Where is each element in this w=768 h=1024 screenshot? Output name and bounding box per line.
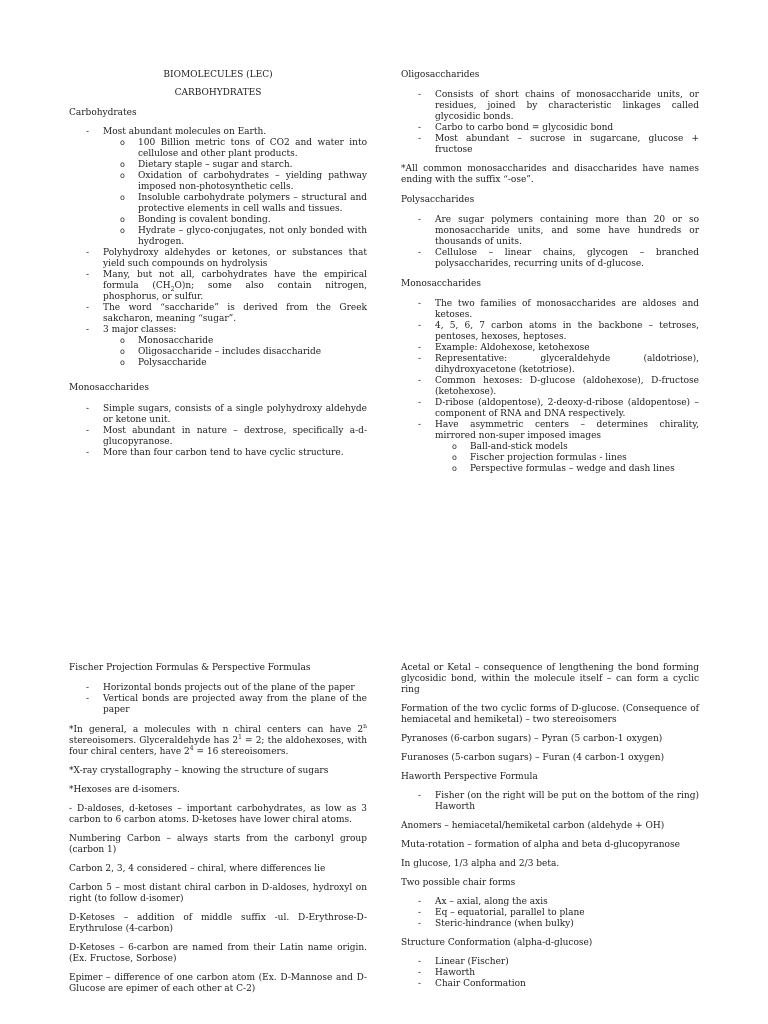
list-item: [69, 270, 367, 303]
list-item: - Linear (Fischer): [401, 957, 699, 968]
monosaccharides-list: [69, 404, 367, 459]
sub-list-item: o Dietary staple – sugar and starch.: [103, 160, 367, 171]
list-item: - The two families of monosaccharides are aldoses and ketoses.: [401, 299, 699, 321]
text-run: = 16 stereoisomers.: [193, 747, 289, 757]
list-item: - Carbo to carbo bond = glycosidic bond: [401, 123, 699, 134]
superscript: 1: [238, 734, 242, 741]
list-item: - Ax – axial, along the axis: [401, 897, 699, 908]
sub-list-item: o Hydrate – glyco-conjugates, not only bonded with hydrogen.: [103, 226, 367, 248]
section-heading-monosaccharides: Monosaccharides: [69, 383, 149, 393]
sub-list-item: o Bonding is covalent bonding.: [103, 215, 367, 226]
list-item: - Horizontal bonds projects out of the plane of the paper: [69, 683, 367, 694]
page1-right-column: [401, 70, 699, 475]
list-item-text: Have asymmetric centers – determines chirality, mirrored non-super imposed images: [435, 420, 699, 441]
oligosaccharides-list: [401, 90, 699, 156]
superscript: 4: [189, 745, 194, 752]
list-item: - Vertical bonds are projected away from the plane of the paper: [69, 694, 367, 716]
sub-list: [103, 138, 367, 248]
paragraph: In glucose, 1/3 alpha and 2/3 beta.: [401, 859, 560, 869]
paragraph: Structure Conformation (alpha-d-glucose): [401, 938, 593, 948]
formula-text: Many, but not all, carbohydrates have the empirical formula (CH: [103, 270, 367, 291]
text-run: *In general, a molecules with n chiral centers can have 2: [69, 725, 364, 735]
section-heading-carbohydrates: Carbohydrates: [69, 108, 137, 118]
sub-list-item: o Polysaccharide: [103, 358, 367, 369]
list-item: - The word “saccharide” is derived from the Greek sakcharon, meaning “sugar”.: [69, 303, 367, 325]
paragraph: *X-ray crystallography – knowing the structure of sugars: [69, 766, 329, 776]
carbohydrates-list: [69, 127, 367, 369]
list-item-text: 3 major classes:: [103, 325, 177, 335]
list-item: - Consists of short chains of monosaccharide units, or residues, joined by characteristic linkages called glycosidic bonds.: [401, 90, 699, 123]
sub-list-item: o Oxidation of carbohydrates – yielding pathway imposed non-photosynthetic cells.: [103, 171, 367, 193]
sub-list-item: o 100 Billion metric tons of CO2 and water into cellulose and other plant products.: [103, 138, 367, 160]
list-item: - Fisher (on the right will be put on the bottom of the ring) Haworth: [401, 791, 699, 813]
section-heading-fischer: Fischer Projection Formulas & Perspective Formulas: [69, 663, 311, 673]
paragraph: - D-aldoses, d-ketoses – important carbohydrates, as low as 3 carbon to 6 carbon atoms. D-ketoses have lower chiral atoms.: [69, 804, 367, 825]
sub-list-item: o Monosaccharide: [103, 336, 367, 347]
list-item-text: Most abundant molecules on Earth.: [103, 127, 267, 137]
paragraph: Pyranoses (6-carbon sugars) – Pyran (5 carbon-1 oxygen): [401, 734, 663, 744]
list-item: - Example: Aldohexose, ketohexose: [401, 343, 699, 354]
haworth-list: [401, 791, 699, 813]
paragraph: Anomers – hemiacetal/hemiketal carbon (aldehyde + OH): [401, 821, 665, 831]
paragraph: Two possible chair forms: [401, 878, 516, 888]
paragraph: Furanoses (5-carbon sugars) – Furan (4 carbon-1 oxygen): [401, 753, 665, 763]
list-item: - Polyhydroxy aldehydes or ketones, or substances that yield such compounds on hydrolysis: [69, 248, 367, 270]
section-heading-polysaccharides: Polysaccharides: [401, 195, 475, 205]
paragraph: Carbon 2, 3, 4 considered – chiral, where differences lie: [69, 864, 326, 874]
paragraph: Epimer – difference of one carbon atom (Ex. D-Mannose and D-Glucose are epimer of each other at C-2): [69, 973, 367, 994]
list-item: - Haworth: [401, 968, 699, 979]
sub-list: [435, 442, 699, 475]
list-item: [401, 420, 699, 475]
list-item: - Cellulose – linear chains, glycogen – branched polysaccharides, recurring units of d-glucose.: [401, 248, 699, 270]
paragraph: D-Ketoses – 6-carbon are named from their Latin name origin. (Ex. Fructose, Sorbose): [69, 943, 367, 964]
list-item: - Eq – equatorial, parallel to plane: [401, 908, 699, 919]
paragraph: D-Ketoses – addition of middle suffix -ul. D-Erythrose-D-Erythrulose (4-carbon): [69, 913, 367, 934]
sub-list-item: o Oligosaccharide – includes disaccharide: [103, 347, 367, 358]
list-item: - Common hexoses: D-glucose (aldohexose), D-fructose (ketohexose).: [401, 376, 699, 398]
list-item: - Most abundant in nature – dextrose, specifically a-d-glucopyranose.: [69, 426, 367, 448]
polysaccharides-list: [401, 215, 699, 270]
subscript: 2: [170, 285, 175, 293]
conformation-list: [401, 957, 699, 990]
list-item: - D-ribose (aldopentose), 2-deoxy-d-ribose (aldopentose) – component of RNA and DNA respectively.: [401, 398, 699, 420]
text-run: stereoisomers. Glyceraldehyde has 2: [69, 736, 239, 746]
list-item: [69, 127, 367, 248]
fischer-list: [69, 683, 367, 716]
sub-list-item: o Ball-and-stick models: [435, 442, 699, 453]
page2-right-column: [401, 663, 699, 990]
list-item: - Representative: glyceraldehyde (aldotriose), dihydroxyacetone (ketotriose).: [401, 354, 699, 376]
paragraph: Muta-rotation – formation of alpha and beta d-glucopyranose: [401, 840, 680, 850]
chair-forms-list: [401, 897, 699, 930]
note-ose-suffix: *All common monosaccharides and disaccharides have names ending with the suffix “-ose”.: [401, 164, 699, 185]
sub-list-item: o Perspective formulas – wedge and dash lines: [435, 464, 699, 475]
sub-list: [103, 336, 367, 369]
section-heading-oligosaccharides: Oligosaccharides: [401, 70, 480, 80]
list-item: - Most abundant – sucrose in sugarcane, glucose + fructose: [401, 134, 699, 156]
doc-title: BIOMOLECULES (LEC): [163, 70, 273, 80]
text-run: = 2; the aldohexoses, with four chiral centers, have 2: [69, 736, 367, 757]
list-item: - Chair Conformation: [401, 979, 699, 990]
superscript: n: [363, 723, 367, 730]
list-item: - 4, 5, 6, 7 carbon atoms in the backbone – tetroses, pentoses, hexoses, heptoses.: [401, 321, 699, 343]
sub-list-item: o Fischer projection formulas - lines: [435, 453, 699, 464]
section-heading-haworth: Haworth Perspective Formula: [401, 772, 538, 782]
monosaccharides-detail-list: [401, 299, 699, 475]
page2-left-column: [69, 663, 367, 995]
doc-subtitle: CARBOHYDRATES: [174, 88, 262, 98]
list-item: - Steric-hindrance (when bulky): [401, 919, 699, 930]
paragraph-stereoisomers: [69, 725, 367, 758]
paragraph: *Hexoses are d-isomers.: [69, 785, 180, 795]
list-item: [69, 325, 367, 369]
formula-text: O)n; some also contain nitrogen, phosphorus, or sulfur.: [103, 281, 368, 302]
section-heading-monosaccharides-2: Monosaccharides: [401, 279, 481, 289]
list-item: - Simple sugars, consists of a single polyhydroxy aldehyde or ketone unit.: [69, 404, 367, 426]
list-item: - Are sugar polymers containing more than 20 or so monosaccharide units, and some have hundreds or thousands of units.: [401, 215, 699, 248]
sub-list-item: o Insoluble carbohydrate polymers – structural and protective elements in cell walls and tissues.: [103, 193, 367, 215]
paragraph: Numbering Carbon – always starts from the carbonyl group (carbon 1): [69, 834, 367, 855]
list-item: - More than four carbon tend to have cyclic structure.: [69, 448, 367, 459]
paragraph: Formation of the two cyclic forms of D-glucose. (Consequence of hemiacetal and hemiketal) – two stereoisomers: [401, 704, 699, 725]
page1-left-column: [69, 70, 367, 459]
paragraph: Carbon 5 – most distant chiral carbon in D-aldoses, hydroxyl on right (to follow d-isomer): [69, 883, 367, 904]
paragraph: Acetal or Ketal – consequence of lengthening the bond forming glycosidic bond, within the molecule itself – can form a cyclic ring: [401, 663, 699, 695]
